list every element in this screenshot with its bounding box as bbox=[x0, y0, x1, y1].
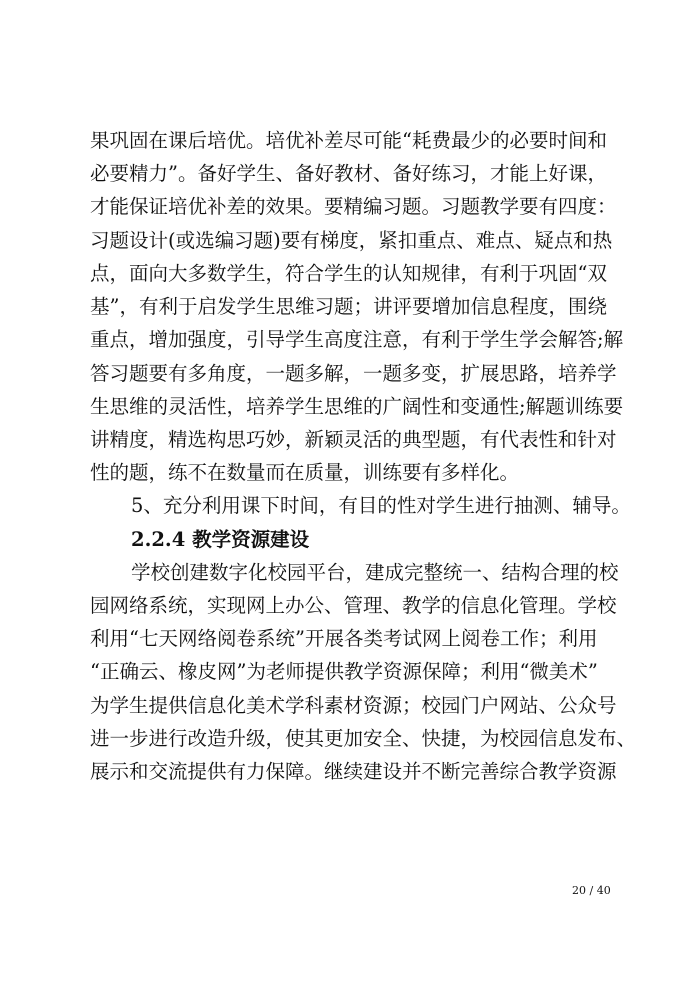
resource-line-5: 为学生提供信息化美术学科素材资源；校园门户网站、公众号 bbox=[90, 694, 617, 717]
body-line-1: 果巩固在课后培优。培优补差尽可能“耗费最少的必要时间和 bbox=[90, 129, 607, 152]
body-line-8: 答习题要有多角度，一题多解，一题多变，扩展思路，培养学 bbox=[90, 362, 617, 385]
resource-line-6: 进一步进行改造升级，使其更加安全、快捷，为校园信息发布、 bbox=[90, 727, 637, 750]
body-line-7: 重点，增加强度，引导学生高度注意，有利于学生学会解答;解 bbox=[90, 328, 624, 351]
section-heading: 2.2.4 教学资源建设 bbox=[131, 528, 310, 551]
resource-line-4: “正确云、橡皮网”为老师提供教学资源保障；利用“微美术” bbox=[90, 660, 598, 683]
body-line-10: 讲精度，精选构思巧妙，新颖灵活的典型题，有代表性和针对 bbox=[90, 428, 617, 451]
body-line-2: 必要精力”。备好学生、备好教材、备好练习，才能上好课， bbox=[90, 162, 607, 185]
page-number: 20 / 40 bbox=[572, 884, 611, 897]
body-line-11: 性的题，练不在数量而在质量，训练要有多样化。 bbox=[90, 461, 520, 484]
body-line-9: 生思维的灵活性，培养学生思维的广阔性和变通性;解题训练要 bbox=[90, 395, 624, 418]
resource-line-2: 园网络系统，实现网上办公、管理、教学的信息化管理。学校 bbox=[90, 594, 617, 617]
resource-line-3: 利用“七天网络阅卷系统”开展各类考试网上阅卷工作；利用 bbox=[90, 627, 598, 650]
body-line-4: 习题设计(或选编习题)要有梯度，紧扣重点、难点、疑点和热 bbox=[90, 229, 613, 252]
body-line-3: 才能保证培优补差的效果。要精编习题。习题教学要有四度： bbox=[90, 195, 617, 218]
resource-line-1: 学校创建数字化校园平台，建成完整统一、结构合理的校 bbox=[131, 561, 619, 584]
item-5-paragraph: 5、充分利用课下时间，有目的性对学生进行抽测、辅导。 bbox=[131, 494, 631, 517]
body-line-6: 基”，有利于启发学生思维习题；讲评要增加信息程度，围绕 bbox=[90, 295, 607, 318]
body-line-5: 点，面向大多数学生，符合学生的认知规律，有利于巩固“双 bbox=[90, 262, 607, 285]
resource-line-7: 展示和交流提供有力保障。继续建设并不断完善综合教学资源 bbox=[90, 760, 617, 783]
